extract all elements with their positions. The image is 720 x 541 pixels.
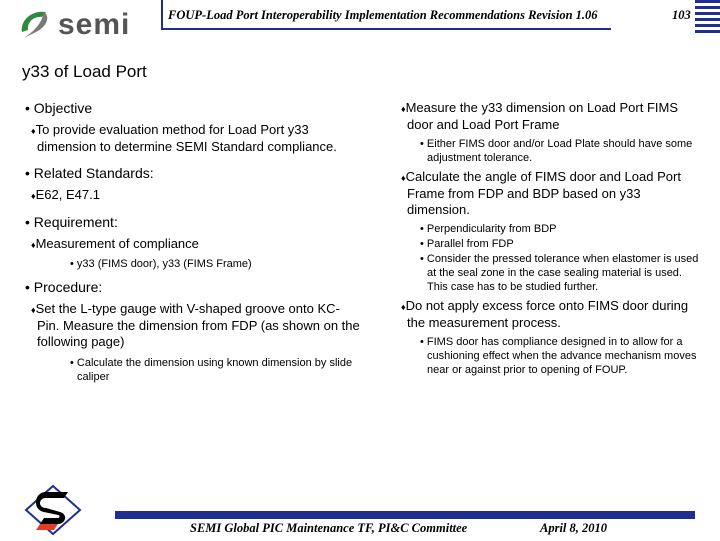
related-heading: • Related Standards: [25,165,154,181]
force-sub: • FIMS door has compliance designed in to allow for a cushioning effect when the advance mechanism moves near or against prior to opening of FOUP. [420,336,697,376]
calculate-sub-3: • Consider the pressed tolerance when elastomer is used at the seal zone in the case sealing material is used. This case has to be studied further. [420,253,699,293]
semi-s-logo [24,484,82,536]
procedure-sub: • Calculate the dimension using known dimension by slide caliper [70,357,353,383]
semi-logo [14,4,164,44]
diamond-bullet-icon: ♦ [401,302,406,312]
diamond-bullet-icon: ♦ [401,173,406,183]
diamond-bullet-icon: ♦ [401,104,406,114]
calculate-sub-1: • Perpendicularity from BDP [420,223,557,235]
calculate-item-text: Calculate the angle of FIMS door and Load Port Frame from FDP and BDP based on y33 dimension. [405,169,681,217]
calculate-sub-2: • Parallel from FDP [420,238,514,250]
header-title: FOUP-Load Port Interoperability Implementation Recommendations Revision 1.06 [168,8,598,22]
objective-item-text: To provide evaluation method for Load Port y33 dimension to determine SEMI Standard compliance. [35,122,337,154]
procedure-heading: • Procedure: [25,279,103,295]
measure-item-text: Measure the y33 dimension on Load Port FIMS door and Load Port Frame [405,100,679,132]
related-item-text: E62, E47.1 [35,187,100,202]
diamond-bullet-icon: ♦ [31,240,36,250]
semi-s-logo-icon [24,484,82,536]
procedure-item [25,301,360,350]
left-column [25,100,360,388]
calculate-item [395,169,705,218]
measure-sub: • Either FIMS door and/or Load Plate should have some adjustment tolerance. [420,138,693,164]
requirement-item [25,236,360,253]
force-item-text: Do not apply excess force onto FIMS door during the measurement process. [405,298,689,330]
right-column [395,100,705,381]
footer-committee: SEMI Global PIC Maintenance TF, PI&C Committee [190,521,468,535]
header-horizontal-rule [161,28,611,30]
page-number: 103 [672,8,691,22]
diamond-bullet-icon: ♦ [31,126,36,136]
svg-text:semi: semi [58,8,131,41]
footer-date: April 8, 2010 [540,521,608,535]
header-stripes [695,0,720,42]
requirement-item-text: Measurement of compliance [35,236,199,251]
requirement-sub: • y33 (FIMS door), y33 (FIMS Frame) [70,258,252,270]
procedure-item-text: Set the L-type gauge with V-shaped groove onto KC-Pin. Measure the dimension from FDP (as shown on the following page) [35,301,360,349]
objective-item [25,122,360,155]
footer-bar [115,511,695,519]
related-item [25,187,360,204]
diamond-bullet-icon: ♦ [31,305,36,315]
slide-title: y33 of Load Port [22,62,147,81]
requirement-heading: • Requirement: [25,214,118,230]
diamond-bullet-icon: ♦ [31,191,36,201]
header-vertical-rule [161,0,163,30]
force-item [395,298,705,331]
semi-logo-icon [14,4,164,44]
measure-item [395,100,705,133]
objective-heading: • Objective [25,100,93,116]
